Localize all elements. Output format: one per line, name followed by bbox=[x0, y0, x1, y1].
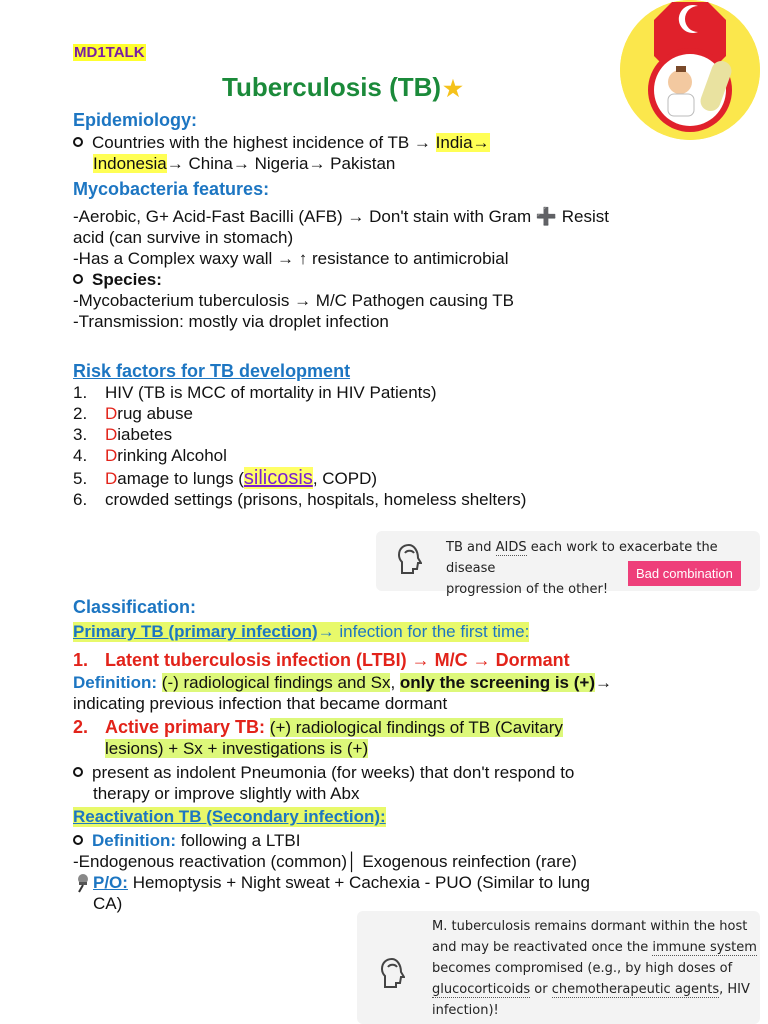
callout1-text: TB and AIDS each work to exacerbate the disease progression of the other! bbox=[446, 540, 718, 597]
risk-item: 3. Diabetes bbox=[73, 425, 173, 444]
ltbi-heading: 1. Latent tuberculosis infection (LTBI) → M/C → Dormant bbox=[73, 650, 570, 670]
reactivation-body: Definition: following a LTBI -Endogenous reactivation (common)│ Exogenous reinfection (rare) P/O: Hemoptysis + Night sweat + Cachexia - PUO (Similar to lung CA) bbox=[73, 831, 590, 913]
risk-list bbox=[73, 382, 733, 510]
species-label: Species: bbox=[92, 270, 162, 289]
risk-item: 6. crowded settings (prisons, hospitals, homeless shelters) bbox=[73, 490, 527, 509]
callout2-text: M. tuberculosis remains dormant within the host and may be reactivated once the immune system becomes compromised (e.g., by high doses of glucocorticoids or chemotherapeutic agents, HIV infection)! bbox=[432, 919, 757, 1018]
risk-item: 4. Drinking Alcohol bbox=[73, 446, 227, 465]
bullet-icon bbox=[73, 274, 83, 284]
risk-heading: Risk factors for TB development bbox=[73, 361, 351, 381]
pushpin-icon bbox=[73, 873, 93, 893]
primary-tb-label: Primary TB (primary infection) bbox=[73, 622, 318, 641]
bullet-icon bbox=[73, 137, 83, 147]
myco-heading: Mycobacteria features: bbox=[73, 179, 270, 199]
star-icon: ★ bbox=[443, 76, 463, 101]
epidemiology-line1 bbox=[73, 132, 693, 153]
species-line bbox=[73, 269, 733, 290]
bad-combination-badge: Bad combination bbox=[628, 561, 741, 586]
head-icon bbox=[396, 543, 422, 575]
present-line: present as indolent Pneumonia (for weeks) that don't respond to therapy or improve slightly with Abx bbox=[73, 762, 713, 804]
doctor-pill-logo-icon bbox=[620, 0, 760, 140]
myco-line: acid (can survive in stomach) bbox=[73, 228, 294, 247]
glucocorticoids-term[interactable]: glucocorticoids bbox=[432, 982, 531, 997]
india-highlight: India→ bbox=[435, 133, 490, 152]
myco-line: -Has a Complex waxy wall → ↑ resistance to antimicrobial bbox=[73, 249, 509, 268]
brand-label: MD1TALK bbox=[74, 44, 145, 61]
logo bbox=[620, 0, 760, 140]
myco-body bbox=[73, 206, 733, 332]
epidemiology-line2 bbox=[73, 153, 693, 174]
active-primary-tb: 2. Active primary TB: (+) radiological findings of TB (Cavitary lesions) + Sx + investigations is (+) bbox=[73, 717, 563, 758]
bullet-icon bbox=[73, 767, 83, 777]
head-icon bbox=[379, 957, 405, 989]
myco-line: -Transmission: mostly via droplet infection bbox=[73, 312, 389, 331]
chemotherapeutic-term[interactable]: chemotherapeutic agents bbox=[551, 982, 720, 997]
epidemiology-text: Countries with the highest incidence of TB → bbox=[92, 133, 436, 152]
primary-tb-line: Primary TB (primary infection)→ infection for the first time: bbox=[73, 622, 530, 641]
epidemiology-heading: Epidemiology: bbox=[73, 110, 198, 130]
epidemiology-list bbox=[73, 132, 693, 174]
page-title bbox=[222, 72, 463, 103]
risk-item: 5. Damage to lungs (silicosis, COPD) bbox=[73, 467, 378, 489]
callout-dormant bbox=[357, 911, 760, 1024]
silicosis-link[interactable]: silicosis bbox=[243, 467, 313, 489]
callout-bad-combination bbox=[376, 531, 760, 597]
myco-line: -Aerobic, G+ Acid-Fast Bacilli (AFB) → Don't stain with Gram ➕ Resist bbox=[73, 207, 609, 226]
classification-heading: Classification: bbox=[73, 597, 197, 617]
immune-system-term[interactable]: immune system bbox=[652, 940, 757, 955]
risk-item: 1. HIV (TB is MCC of mortality in HIV Patients) bbox=[73, 383, 437, 402]
page-title-text: Tuberculosis (TB) bbox=[222, 72, 442, 102]
bullet-icon bbox=[73, 835, 83, 845]
countries-text: → China→ Nigeria→ Pakistan bbox=[166, 154, 396, 173]
aids-term[interactable]: AIDS bbox=[495, 540, 527, 555]
risk-item: 2. Drug abuse bbox=[73, 404, 193, 423]
indonesia-highlight: Indonesia bbox=[93, 154, 167, 173]
myco-line: -Mycobacterium tuberculosis → M/C Pathogen causing TB bbox=[73, 291, 514, 310]
reactivation-heading: Reactivation TB (Secondary infection): bbox=[73, 807, 386, 826]
ltbi-definition: Definition: (-) radiological findings and Sx, only the screening is (+)→ indicating previous infection that became dormant bbox=[73, 673, 612, 713]
